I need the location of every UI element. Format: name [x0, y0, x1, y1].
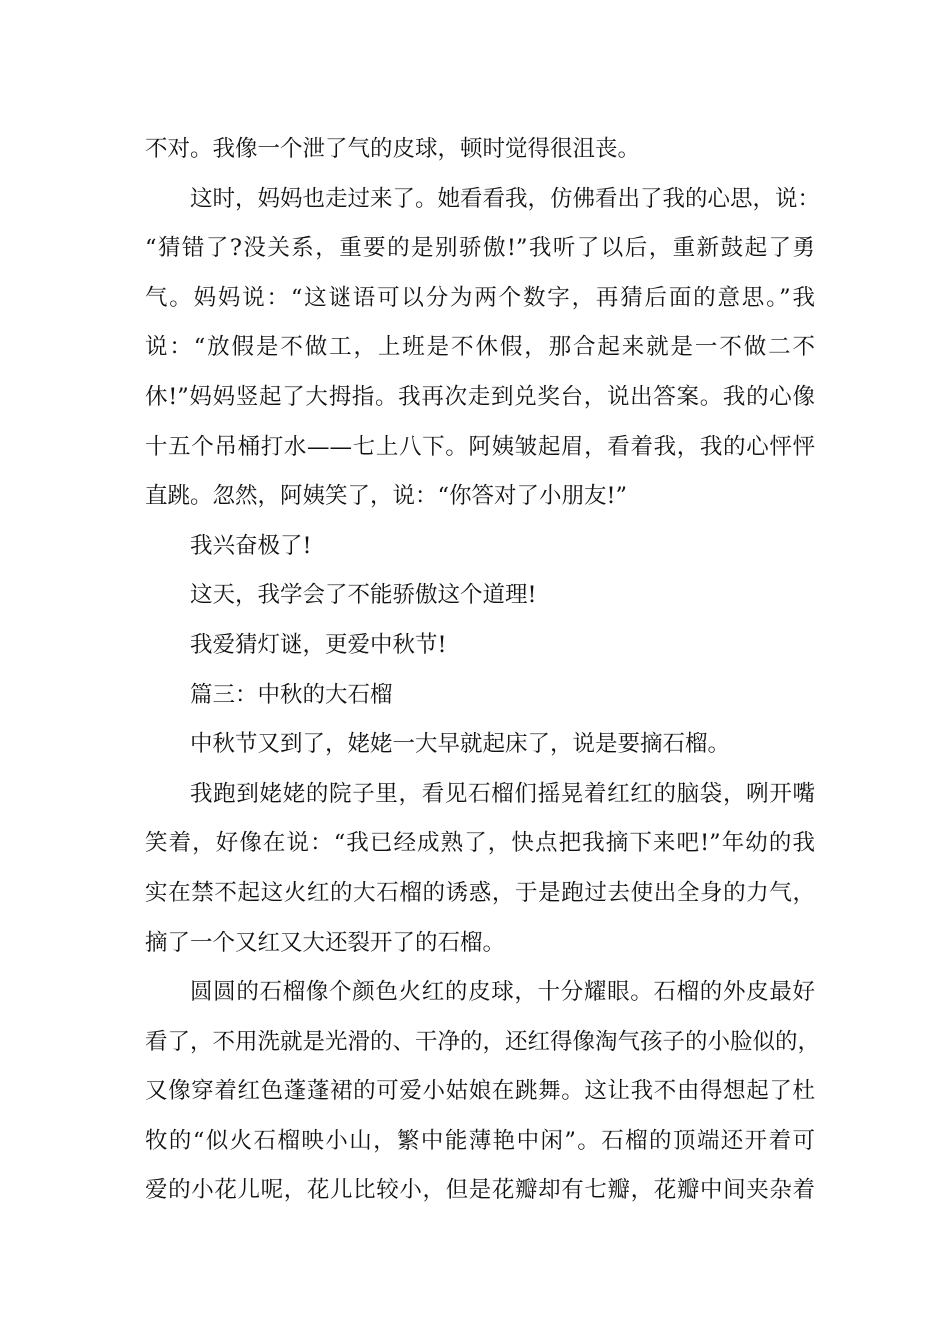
- text-line: 这时，妈妈也走过来了。她看看我，仿佛看出了我的心思，说：: [190, 185, 821, 212]
- text-line: 这天，我学会了不能骄傲这个道理!: [190, 582, 537, 609]
- text-line: 篇三：中秋的大石榴: [190, 681, 393, 708]
- document-body: [145, 125, 821, 1216]
- text-line: 我爱猜灯谜，更爱中秋节!: [190, 631, 447, 658]
- text-line: 笑着，好像在说：“我已经成熟了，快点把我摘下来吧!”年幼的我: [145, 830, 815, 857]
- text-line: 十五个吊桶打水——七上八下。阿姨皱起眉，看着我，我的心怦怦: [145, 433, 815, 460]
- text-line: 看了，不用洗就是光滑的、干净的，还红得像淘气孩子的小脸似的，: [145, 1028, 821, 1055]
- text-line: 休!”妈妈竖起了大拇指。我再次走到兑奖台，说出答案。我的心像: [145, 383, 815, 410]
- text-line: 牧的“似火石榴映小山，繁中能薄艳中闲”。石榴的顶端还开着可: [145, 1127, 815, 1154]
- text-line: 气。妈妈说：“这谜语可以分为两个数字，再猜后面的意思。”我: [145, 284, 815, 311]
- text-line: 我兴奋极了!: [190, 532, 312, 559]
- text-line: 摘了一个又红又大还裂开了的石榴。: [145, 929, 506, 956]
- text-line: 实在禁不起这火红的大石榴的诱惑，于是跑过去使出全身的力气，: [145, 879, 815, 906]
- text-line: 圆圆的石榴像个颜色火红的皮球，十分耀眼。石榴的外皮最好: [190, 979, 815, 1006]
- text-line: 又像穿着红色蓬蓬裙的可爱小姑娘在跳舞。这让我不由得想起了杜: [145, 1078, 815, 1105]
- text-line: 中秋节又到了，姥姥一大早就起床了，说是要摘石榴。: [190, 731, 731, 758]
- text-line: 我跑到姥姥的院子里，看见石榴们摇晃着红红的脑袋，咧开嘴: [190, 780, 815, 807]
- text-line: 说：“放假是不做工，上班是不休假，那合起来就是一不做二不: [145, 334, 815, 361]
- text-line: “猜错了?没关系，重要的是别骄傲!”我听了以后，重新鼓起了勇: [145, 235, 815, 262]
- text-line: 爱的小花儿呢，花儿比较小，但是花瓣却有七瓣，花瓣中间夹杂着: [145, 1177, 815, 1204]
- text-line: 不对。我像一个泄了气的皮球，顿时觉得很沮丧。: [145, 136, 641, 162]
- text-line: 直跳。忽然，阿姨笑了，说：“你答对了小朋友!”: [145, 483, 628, 510]
